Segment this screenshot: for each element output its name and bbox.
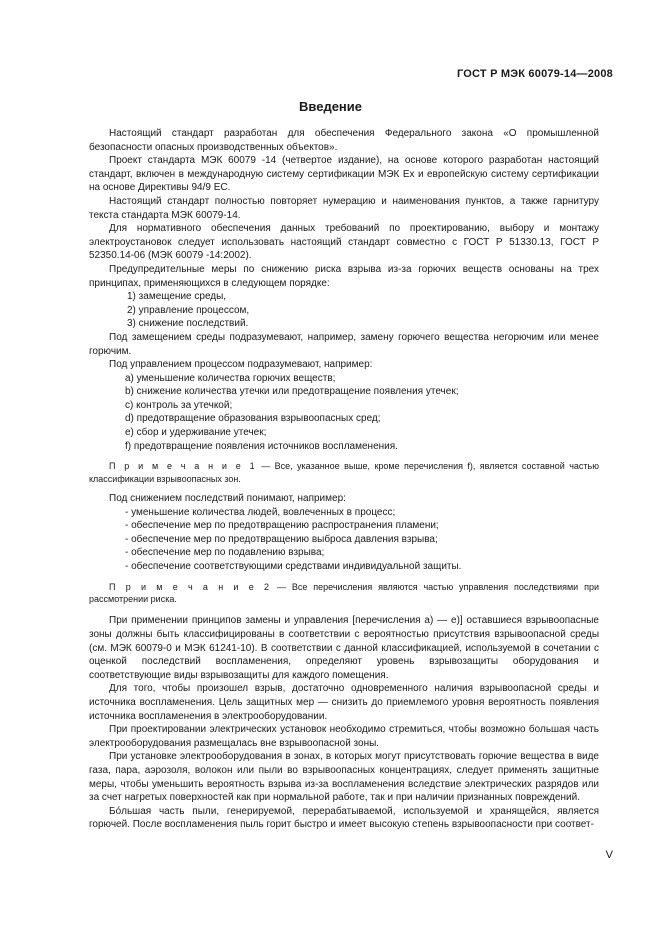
- paragraph-zones: При применении принципов замены и управления [перечисления а) — е)] оставшиеся взрывоопасные зоны должны быть классифицированы в соответствии с вероятностью присутствия взрывоопасной среды (см. МЭК 60079-0 и МЭК 61241-10). В соответствии с данной классификацией, используемой в сочетании с оценкой последствий воспламенения, определяют уровень взрывозащиты оборудования и соответствующие виды взрывозащиты для каждого помещения.: [89, 615, 599, 681]
- note-1: [89, 460, 599, 485]
- note-label: П р и м е ч а н и е 2: [109, 581, 272, 592]
- list-item: - обеспечение мер по предотвращению распространения пламени;: [125, 520, 439, 532]
- list-item: - уменьшение количества людей, вовлеченных в процесс;: [125, 506, 396, 518]
- document-body: [89, 127, 599, 832]
- paragraph-draft: Проект стандарта МЭК 60079 -14 (четвертое издание), на основе которого разработан настоящий стандарт, включен в международную систему сертификации МЭК Ex и европейскую систему сертификации на основе Директивы 94/9 ЕС.: [89, 155, 599, 194]
- list-item: 1) замещение среды,: [127, 291, 227, 303]
- list-item: а) уменьшение количества горючих веществ;: [125, 372, 336, 384]
- paragraph-installation: При установке электрооборудования в зонах, в которых могут присутствовать горючие вещества в виде газа, пара, аэрозоля, волокон или пыли во взрывоопасных концентрациях, следует применять защитные меры, чтобы уменьшить вероятность взрыва из-за воспламенения вследствие электрических разрядов или за счет нагретых поверхностей как при нормальной работе, так и при наличии признанных повреждений.: [89, 751, 599, 804]
- paragraph-principles: Предупредительные меры по снижению риска взрыва из-за горючих веществ основаны на трех принципах, применяющихся в следующем порядке:: [89, 263, 599, 289]
- list-item: е) сбор и удерживание утечек;: [125, 427, 267, 439]
- paragraph-normative: Для нормативного обеспечения данных требований по проектированию, выбору и монтажу электроустановок следует использовать настоящий стандарт совместно с ГОСТ Р 51330.13, ГОСТ Р 52350.14-06 (МЭК 60079 -14:2002).: [89, 223, 599, 262]
- list-item: с) контроль за утечкой;: [125, 399, 233, 411]
- list-item: - обеспечение мер по подавлению взрыва;: [125, 547, 325, 559]
- note-2: [89, 581, 599, 606]
- list-item: - обеспечение мер по предотвращению выброса давления взрыва;: [125, 533, 438, 545]
- standard-header: ГОСТ Р МЭК 60079-14—2008: [456, 68, 613, 80]
- paragraph-substitution: Под замещением среды подразумевают, например, замену горючего вещества негорючим или менее горючим.: [89, 331, 599, 357]
- note-label: П р и м е ч а н и е 1: [109, 461, 257, 472]
- list-item: f) предотвращение появления источников воспламенения.: [125, 440, 398, 452]
- list-item: - обеспечение соответствующими средствами индивидуальной защиты.: [125, 561, 462, 573]
- paragraph-purpose: Настоящий стандарт разработан для обеспечения Федерального закона «О промышленной безопасности опасных производственных объектов».: [89, 128, 599, 153]
- paragraph-explosion: Для того, чтобы произошел взрыв, достаточно одновременного наличия взрывоопасной среды и источника воспламенения. Цель защитных мер — снизить до приемлемого уровня вероятность появления источника воспламенения в электрооборудовании.: [89, 683, 599, 722]
- paragraph-design: При проектировании электрических установок необходимо стремиться, чтобы возможно большая часть электрооборудования размещалась вне взрывоопасной зоны.: [89, 724, 599, 749]
- note-text: — Все, указанное выше, кроме перечисления f), является составной частью классификации взрывоопасных зон.: [89, 461, 599, 484]
- paragraph-numbering: Настоящий стандарт полностью повторяет нумерацию и наименования пунктов, а также гарнитуру текста стандарта МЭК 60079-14.: [89, 195, 599, 221]
- note-text: — Все перечисления являются частью управления последствиями при рассмотрении риска.: [89, 581, 599, 605]
- page-number: V: [605, 849, 613, 861]
- paragraph-consequences: Под снижением последствий понимают, например:: [109, 493, 346, 505]
- paragraph-dust: Бо́льшая часть пыли, генерируемой, перерабатываемой, используемой и хранящейся, является горючей. После воспламенения пыль горит быстро и имеет высокую степень взрывоопасности при соответ-: [89, 805, 599, 831]
- list-item: d) предотвращение образования взрывоопасных сред;: [125, 413, 381, 425]
- paragraph-process: Под управлением процессом подразумевают, например:: [109, 359, 373, 371]
- page-title: Введение: [299, 99, 362, 114]
- list-item: b) снижение количества утечки или предотвращение появления утечек;: [125, 386, 459, 398]
- list-item: 3) снижение последствий.: [127, 318, 249, 330]
- list-item: 2) управление процессом,: [127, 304, 250, 316]
